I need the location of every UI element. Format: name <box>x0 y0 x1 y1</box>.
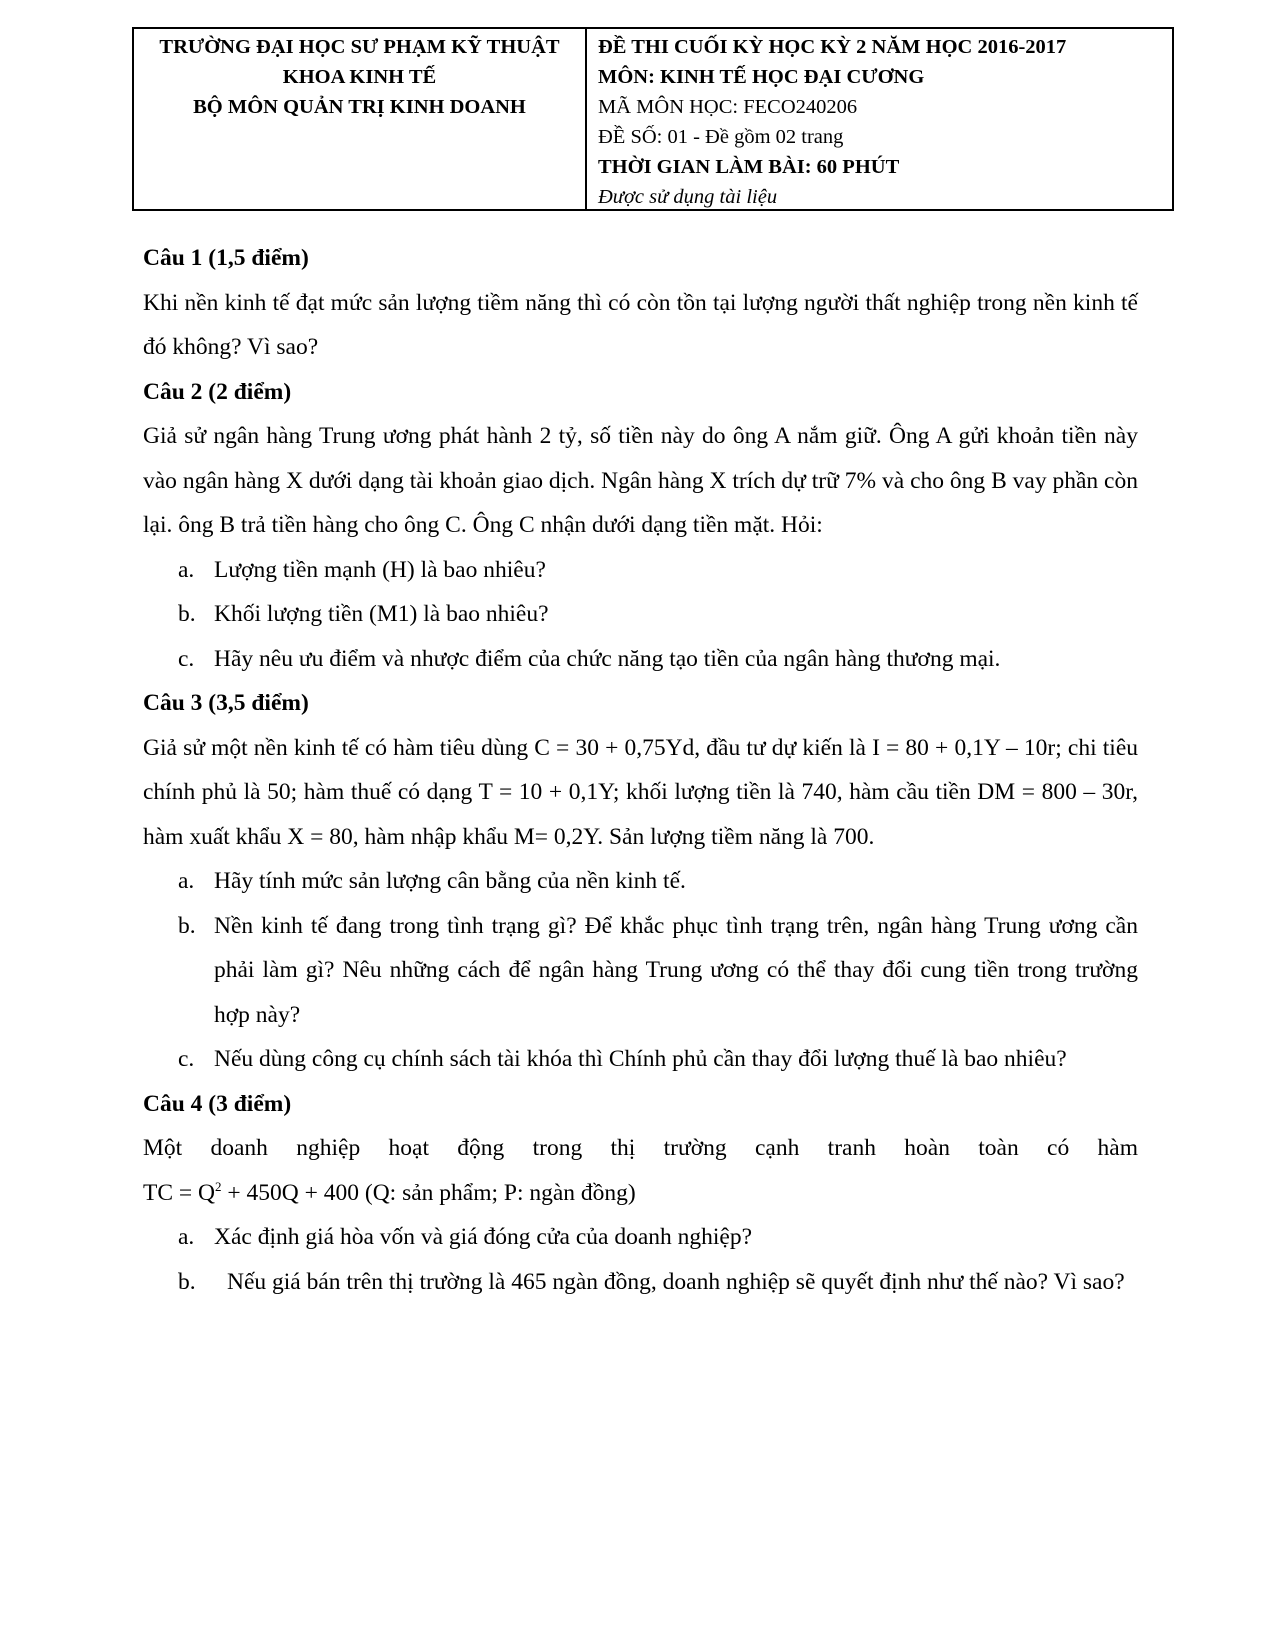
cost-function-exponent: 2 <box>215 1178 222 1194</box>
question-1 <box>143 236 1138 370</box>
sub-question <box>143 548 1138 593</box>
question-title: Câu 1 (1,5 điểm) <box>143 245 309 271</box>
sub-question-text: Khối lượng tiền (M1) là bao nhiêu? <box>214 601 549 627</box>
question-title: Câu 3 (3,5 điểm) <box>143 690 309 716</box>
question-title: Câu 2 (2 điểm) <box>143 378 292 405</box>
sub-question-text: Nếu dùng công cụ chính sách tài khóa thì Chính phủ cần thay đổi lượng thuế là bao nhiêu? <box>214 1046 1067 1072</box>
sub-question <box>143 904 1138 1038</box>
exam-number: ĐỀ SỐ: 01 - Đề gồm 02 trang <box>598 126 844 148</box>
sub-question-label: b. <box>178 601 196 627</box>
cost-function <box>143 1171 1138 1216</box>
sub-question <box>143 1215 1138 1260</box>
subject-name: MÔN: KINH TẾ HỌC ĐẠI CƯƠNG <box>598 66 925 88</box>
subject-code: MÃ MÔN HỌC: FECO240206 <box>598 96 858 118</box>
question-body: Khi nền kinh tế đạt mức sản lượng tiềm năng thì có còn tồn tại lượng người thất nghiệp trong nền kinh tế đó không? Vì sao? <box>143 289 1138 360</box>
department-name: BỘ MÔN QUẢN TRỊ KINH DOANH <box>193 96 526 118</box>
question-body: Giả sử một nền kinh tế có hàm tiêu dùng C = 30 + 0,75Yd, đầu tư dự kiến là I = 80 + 0,1Y – 10r; chi tiêu chính phủ là 50; hàm thuế có dạng T = 10 + 0,1Y; khối lượng tiền là 740, hàm cầu tiền DM = 800 – 30r, hàm xuất khẩu X = 80, hàm nhập khẩu M= 0,2Y. Sản lượng tiềm năng là 700. <box>143 734 1138 850</box>
sub-question-label: b. <box>178 1268 196 1295</box>
exam-body <box>143 236 1138 1304</box>
sub-question-text: Hãy tính mức sản lượng cân bằng của nền kinh tế. <box>214 868 686 894</box>
question-body: Giả sử ngân hàng Trung ương phát hành 2 tỷ, số tiền này do ông A nắm giữ. Ông A gửi khoản tiền này vào ngân hàng X dưới dạng tài khoản giao dịch. Ngân hàng X trích dự trữ 7% và cho ông B vay phần còn lại. ông B trả tiền hàng cho ông C. Ông C nhận dưới dạng tiền mặt. Hỏi: <box>143 423 1138 538</box>
question-4 <box>143 1082 1138 1305</box>
sub-question-text: Hãy nêu ưu điểm và nhược điểm của chức năng tạo tiền của ngân hàng thương mại. <box>214 645 1001 672</box>
exam-info-cell <box>587 29 1172 209</box>
sub-question-label: b. <box>178 912 196 939</box>
exam-title: ĐỀ THI CUỐI KỲ HỌC KỲ 2 NĂM HỌC 2016-2017 <box>598 36 1067 58</box>
sub-question <box>143 1037 1138 1082</box>
sub-question-label: c. <box>178 1046 195 1072</box>
sub-question-label: a. <box>178 1224 195 1250</box>
exam-duration: THỜI GIAN LÀM BÀI: 60 PHÚT <box>598 156 900 178</box>
faculty-name: KHOA KINH TẾ <box>282 66 437 88</box>
sub-question <box>143 637 1138 682</box>
cost-function-prefix: TC = Q <box>143 1179 216 1206</box>
exam-header-table <box>132 27 1174 211</box>
question-title: Câu 4 (3 điểm) <box>143 1090 292 1117</box>
question-2 <box>143 370 1138 682</box>
sub-question <box>143 592 1138 637</box>
sub-question-label: a. <box>178 868 195 894</box>
sub-question <box>143 859 1138 904</box>
question-body-line-1: Một doanh nghiệp hoạt động trong thị trường cạnh tranh hoàn toàn có hàm <box>143 1135 1138 1161</box>
sub-question-text: Nền kinh tế đang trong tình trạng gì? Để khắc phục tình trạng trên, ngân hàng Trung ương cần phải làm gì? Nêu những cách để ngân hàng Trung ương có thể thay đổi cung tiền trong trường hợp này? <box>214 912 1138 1028</box>
sub-question-text: Lượng tiền mạnh (H) là bao nhiêu? <box>214 556 546 583</box>
materials-note: Được sử dụng tài liệu <box>598 186 778 208</box>
sub-question-label: c. <box>178 645 195 672</box>
institution-cell <box>134 29 587 209</box>
cost-function-suffix: + 450Q + 400 (Q: sản phẩm; P: ngàn đồng) <box>221 1179 636 1206</box>
sub-question-text: Xác định giá hòa vốn và giá đóng cửa của doanh nghiệp? <box>214 1224 753 1250</box>
question-3 <box>143 681 1138 1082</box>
sub-question <box>143 1260 1138 1305</box>
sub-question-text: Nếu giá bán trên thị trường là 465 ngàn đồng, doanh nghiệp sẽ quyết định như thế nào? Vì sao? <box>227 1268 1125 1295</box>
school-name: TRƯỜNG ĐẠI HỌC SƯ PHẠM KỸ THUẬT <box>159 36 560 58</box>
sub-question-label: a. <box>178 556 195 583</box>
